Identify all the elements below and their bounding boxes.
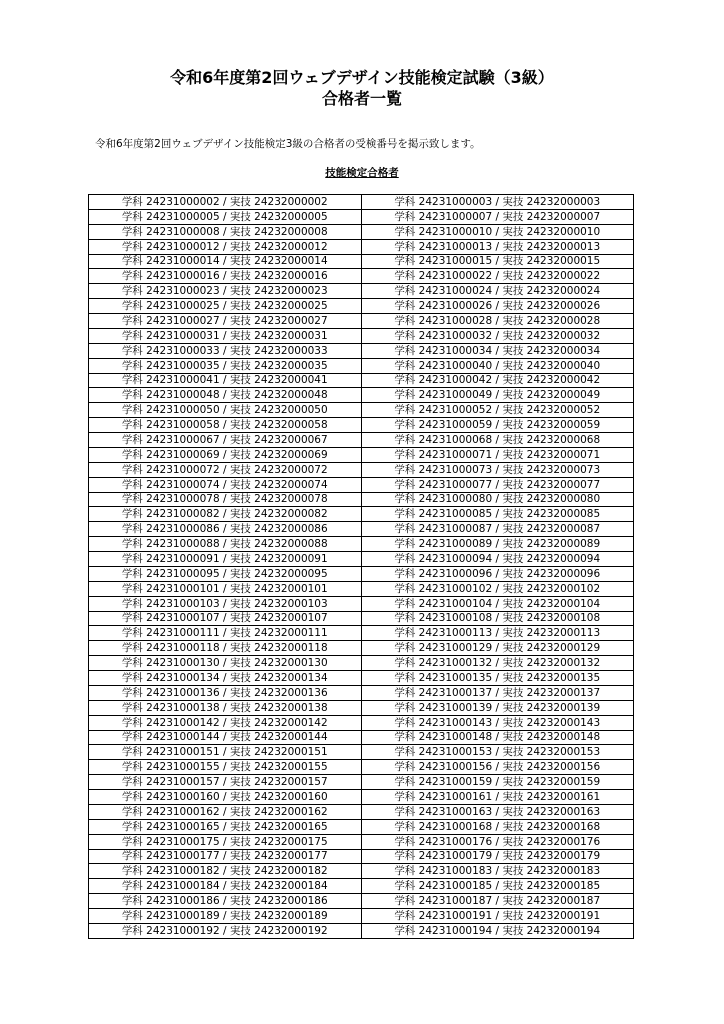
table-row <box>89 626 634 641</box>
table-cell-left: 学科 24231000050 / 実技 24232000050 <box>89 403 362 418</box>
table-cell-right: 学科 24231000148 / 実技 24232000148 <box>361 730 634 745</box>
table-cell-right: 学科 24231000108 / 実技 24232000108 <box>361 611 634 626</box>
table-row <box>89 254 634 269</box>
table-cell-left: 学科 24231000155 / 実技 24232000155 <box>89 760 362 775</box>
table-cell-right: 学科 24231000176 / 実技 24232000176 <box>361 834 634 849</box>
table-row <box>89 522 634 537</box>
table-cell-left: 学科 24231000016 / 実技 24232000016 <box>89 269 362 284</box>
table-cell-left: 学科 24231000082 / 実技 24232000082 <box>89 507 362 522</box>
section-heading <box>0 166 724 180</box>
table-cell-right: 学科 24231000096 / 実技 24232000096 <box>361 566 634 581</box>
table-cell-right: 学科 24231000168 / 実技 24232000168 <box>361 819 634 834</box>
table-cell-right: 学科 24231000094 / 実技 24232000094 <box>361 552 634 567</box>
table-cell-left: 学科 24231000012 / 実技 24232000012 <box>89 239 362 254</box>
table-cell-left: 学科 24231000142 / 実技 24232000142 <box>89 715 362 730</box>
table-row <box>89 328 634 343</box>
table-cell-left: 学科 24231000138 / 実技 24232000138 <box>89 700 362 715</box>
table-row <box>89 656 634 671</box>
table-cell-right: 学科 24231000129 / 実技 24232000129 <box>361 641 634 656</box>
table-row <box>89 537 634 552</box>
table-cell-right: 学科 24231000139 / 実技 24232000139 <box>361 700 634 715</box>
table-cell-right: 学科 24231000179 / 実技 24232000179 <box>361 849 634 864</box>
table-cell-left: 学科 24231000023 / 実技 24232000023 <box>89 284 362 299</box>
table-cell-left: 学科 24231000192 / 実技 24232000192 <box>89 923 362 938</box>
table-cell-left: 学科 24231000074 / 実技 24232000074 <box>89 477 362 492</box>
table-row <box>89 492 634 507</box>
table-cell-right: 学科 24231000013 / 実技 24232000013 <box>361 239 634 254</box>
table-cell-right: 学科 24231000159 / 実技 24232000159 <box>361 775 634 790</box>
table-cell-left: 学科 24231000041 / 実技 24232000041 <box>89 373 362 388</box>
table-row <box>89 790 634 805</box>
table-row <box>89 834 634 849</box>
table-cell-left: 学科 24231000033 / 実技 24232000033 <box>89 343 362 358</box>
table-cell-right: 学科 24231000010 / 実技 24232000010 <box>361 224 634 239</box>
table-cell-right: 学科 24231000068 / 実技 24232000068 <box>361 433 634 448</box>
table-row <box>89 209 634 224</box>
table-cell-left: 学科 24231000151 / 実技 24232000151 <box>89 745 362 760</box>
table-cell-right: 学科 24231000143 / 実技 24232000143 <box>361 715 634 730</box>
table-row <box>89 343 634 358</box>
table-cell-right: 学科 24231000153 / 実技 24232000153 <box>361 745 634 760</box>
table-cell-right: 学科 24231000071 / 実技 24232000071 <box>361 447 634 462</box>
table-row <box>89 775 634 790</box>
table-row <box>89 299 634 314</box>
table-cell-left: 学科 24231000058 / 実技 24232000058 <box>89 418 362 433</box>
table-row <box>89 388 634 403</box>
table-cell-left: 学科 24231000103 / 実技 24232000103 <box>89 596 362 611</box>
table-row <box>89 477 634 492</box>
table-cell-right: 学科 24231000183 / 実技 24232000183 <box>361 864 634 879</box>
page-title: 令和6年度第2回ウェブデザイン技能検定試験（3級） <box>170 68 554 87</box>
table-cell-right: 学科 24231000191 / 実技 24232000191 <box>361 909 634 924</box>
table-row <box>89 819 634 834</box>
table-cell-right: 学科 24231000187 / 実技 24232000187 <box>361 894 634 909</box>
table-cell-left: 学科 24231000031 / 実技 24232000031 <box>89 328 362 343</box>
table-row <box>89 418 634 433</box>
table-cell-left: 学科 24231000035 / 実技 24232000035 <box>89 358 362 373</box>
table-row <box>89 284 634 299</box>
table-row <box>89 507 634 522</box>
table-cell-right: 学科 24231000137 / 実技 24232000137 <box>361 685 634 700</box>
table-cell-right: 学科 24231000049 / 実技 24232000049 <box>361 388 634 403</box>
table-row <box>89 760 634 775</box>
table-cell-left: 学科 24231000027 / 実技 24232000027 <box>89 314 362 329</box>
table-row <box>89 373 634 388</box>
table-cell-right: 学科 24231000015 / 実技 24232000015 <box>361 254 634 269</box>
table-row <box>89 447 634 462</box>
table-row <box>89 596 634 611</box>
table-cell-left: 学科 24231000130 / 実技 24232000130 <box>89 656 362 671</box>
table-row <box>89 269 634 284</box>
table-cell-left: 学科 24231000072 / 実技 24232000072 <box>89 462 362 477</box>
table-cell-right: 学科 24231000024 / 実技 24232000024 <box>361 284 634 299</box>
table-cell-right: 学科 24231000080 / 実技 24232000080 <box>361 492 634 507</box>
table-cell-left: 学科 24231000005 / 実技 24232000005 <box>89 209 362 224</box>
table-row <box>89 700 634 715</box>
table-cell-right: 学科 24231000040 / 実技 24232000040 <box>361 358 634 373</box>
table-row <box>89 314 634 329</box>
table-cell-right: 学科 24231000003 / 実技 24232000003 <box>361 195 634 210</box>
table-cell-left: 学科 24231000008 / 実技 24232000008 <box>89 224 362 239</box>
table-cell-right: 学科 24231000052 / 実技 24232000052 <box>361 403 634 418</box>
intro-text: 令和6年度第2回ウェブデザイン技能検定3級の合格者の受検番号を掲示致します。 <box>95 138 481 150</box>
table-cell-right: 学科 24231000156 / 実技 24232000156 <box>361 760 634 775</box>
table-cell-left: 学科 24231000107 / 実技 24232000107 <box>89 611 362 626</box>
table-cell-right: 学科 24231000102 / 実技 24232000102 <box>361 581 634 596</box>
passers-table <box>88 194 634 939</box>
table-cell-left: 学科 24231000048 / 実技 24232000048 <box>89 388 362 403</box>
table-row <box>89 641 634 656</box>
table-cell-right: 学科 24231000007 / 実技 24232000007 <box>361 209 634 224</box>
table-cell-right: 学科 24231000034 / 実技 24232000034 <box>361 343 634 358</box>
table-cell-right: 学科 24231000135 / 実技 24232000135 <box>361 671 634 686</box>
table-row <box>89 611 634 626</box>
table-cell-right: 学科 24231000161 / 実技 24232000161 <box>361 790 634 805</box>
table-cell-left: 学科 24231000165 / 実技 24232000165 <box>89 819 362 834</box>
table-cell-right: 学科 24231000113 / 実技 24232000113 <box>361 626 634 641</box>
table-cell-left: 学科 24231000175 / 実技 24232000175 <box>89 834 362 849</box>
table-cell-right: 学科 24231000022 / 実技 24232000022 <box>361 269 634 284</box>
table-row <box>89 224 634 239</box>
table-row <box>89 879 634 894</box>
table-cell-left: 学科 24231000095 / 実技 24232000095 <box>89 566 362 581</box>
table-cell-right: 学科 24231000085 / 実技 24232000085 <box>361 507 634 522</box>
table-row <box>89 864 634 879</box>
table-cell-right: 学科 24231000089 / 実技 24232000089 <box>361 537 634 552</box>
table-cell-left: 学科 24231000111 / 実技 24232000111 <box>89 626 362 641</box>
table-cell-left: 学科 24231000002 / 実技 24232000002 <box>89 195 362 210</box>
table-cell-left: 学科 24231000182 / 実技 24232000182 <box>89 864 362 879</box>
table-cell-left: 学科 24231000118 / 実技 24232000118 <box>89 641 362 656</box>
table-cell-left: 学科 24231000136 / 実技 24232000136 <box>89 685 362 700</box>
table-cell-left: 学科 24231000184 / 実技 24232000184 <box>89 879 362 894</box>
table-cell-right: 学科 24231000185 / 実技 24232000185 <box>361 879 634 894</box>
table-cell-left: 学科 24231000078 / 実技 24232000078 <box>89 492 362 507</box>
table-cell-left: 学科 24231000189 / 実技 24232000189 <box>89 909 362 924</box>
table-cell-left: 学科 24231000025 / 実技 24232000025 <box>89 299 362 314</box>
table-cell-left: 学科 24231000091 / 実技 24232000091 <box>89 552 362 567</box>
section-heading-label: 技能検定合格者 <box>325 167 399 179</box>
table-cell-left: 学科 24231000069 / 実技 24232000069 <box>89 447 362 462</box>
table-cell-right: 学科 24231000132 / 実技 24232000132 <box>361 656 634 671</box>
page-subtitle: 合格者一覧 <box>321 89 402 108</box>
table-row <box>89 715 634 730</box>
table-cell-right: 学科 24231000073 / 実技 24232000073 <box>361 462 634 477</box>
table-cell-right: 学科 24231000026 / 実技 24232000026 <box>361 299 634 314</box>
table-row <box>89 909 634 924</box>
table-row <box>89 923 634 938</box>
table-cell-right: 学科 24231000042 / 実技 24232000042 <box>361 373 634 388</box>
table-cell-right: 学科 24231000194 / 実技 24232000194 <box>361 923 634 938</box>
table-row <box>89 462 634 477</box>
table-cell-left: 学科 24231000088 / 実技 24232000088 <box>89 537 362 552</box>
table-cell-left: 学科 24231000086 / 実技 24232000086 <box>89 522 362 537</box>
passers-table-body <box>89 195 634 939</box>
table-cell-left: 学科 24231000160 / 実技 24232000160 <box>89 790 362 805</box>
table-cell-right: 学科 24231000163 / 実技 24232000163 <box>361 804 634 819</box>
table-row <box>89 566 634 581</box>
table-row <box>89 552 634 567</box>
table-cell-right: 学科 24231000104 / 実技 24232000104 <box>361 596 634 611</box>
table-cell-right: 学科 24231000032 / 実技 24232000032 <box>361 328 634 343</box>
table-row <box>89 671 634 686</box>
table-cell-left: 学科 24231000067 / 実技 24232000067 <box>89 433 362 448</box>
table-row <box>89 195 634 210</box>
table-row <box>89 403 634 418</box>
table-row <box>89 239 634 254</box>
table-cell-left: 学科 24231000014 / 実技 24232000014 <box>89 254 362 269</box>
table-cell-left: 学科 24231000162 / 実技 24232000162 <box>89 804 362 819</box>
table-row <box>89 849 634 864</box>
table-row <box>89 433 634 448</box>
table-cell-left: 学科 24231000144 / 実技 24232000144 <box>89 730 362 745</box>
table-row <box>89 804 634 819</box>
table-cell-left: 学科 24231000177 / 実技 24232000177 <box>89 849 362 864</box>
table-cell-right: 学科 24231000077 / 実技 24232000077 <box>361 477 634 492</box>
table-cell-left: 学科 24231000186 / 実技 24232000186 <box>89 894 362 909</box>
table-cell-left: 学科 24231000134 / 実技 24232000134 <box>89 671 362 686</box>
table-row <box>89 358 634 373</box>
table-row <box>89 685 634 700</box>
table-cell-left: 学科 24231000101 / 実技 24232000101 <box>89 581 362 596</box>
table-cell-right: 学科 24231000059 / 実技 24232000059 <box>361 418 634 433</box>
table-row <box>89 730 634 745</box>
table-cell-right: 学科 24231000028 / 実技 24232000028 <box>361 314 634 329</box>
table-cell-right: 学科 24231000087 / 実技 24232000087 <box>361 522 634 537</box>
table-row <box>89 745 634 760</box>
table-row <box>89 581 634 596</box>
table-row <box>89 894 634 909</box>
table-cell-left: 学科 24231000157 / 実技 24232000157 <box>89 775 362 790</box>
